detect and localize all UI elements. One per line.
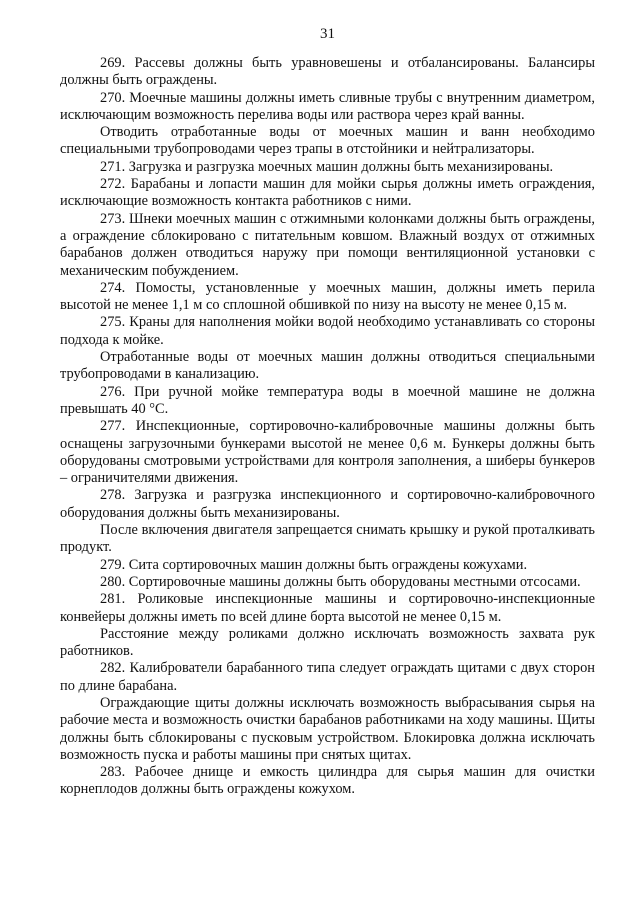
paragraph-282-shields: Ограждающие щиты должны исключать возможность выбрасывания сырья на рабочие места и возможность очистки барабанов работниками на ходу машины. Щиты должны быть сблокированы с пусковым устройством. Блокировка должна исключать возможность пуска и работы машины при снятых щитах.	[60, 694, 595, 763]
paragraph-275-wastewater: Отработанные воды от моечных машин должны отводиться специальными трубопроводами в канализацию.	[60, 349, 595, 383]
paragraph-281: 281. Роликовые инспекционные машины и сортировочно-инспекционные конвейеры должны иметь по всей длине борта высотой не менее 0,15 м.	[60, 591, 595, 625]
paragraph-281-rollers: Расстояние между роликами должно исключать возможность захвата рук работников.	[60, 625, 595, 660]
paragraph-274: 274. Помосты, установленные у моечных машин, должны иметь перила высотой не менее 1,1 м со сплошной обшивкой по низу на высоту не менее 0,15 м.	[60, 279, 595, 314]
document-body	[60, 55, 595, 799]
paragraph-273: 273. Шнеки моечных машин с отжимными колонками должны быть ограждены, а ограждение сблокировано с питательным ковшом. Влажный воздух от отжимных барабанов должен отводиться наружу при помощи вентиляционной установки с механическим побуждением.	[60, 210, 595, 279]
paragraph-272: 272. Барабаны и лопасти машин для мойки сырья должны иметь ограждения, исключающие возможность контакта работников с ними.	[60, 176, 595, 210]
paragraph-282: 282. Калиброватели барабанного типа следует ограждать щитами с двух сторон по длине барабана.	[60, 660, 595, 694]
paragraph-280: 280. Сортировочные машины должны быть оборудованы местными отсосами.	[100, 573, 581, 590]
paragraph-270: 270. Моечные машины должны иметь сливные трубы с внутренним диаметром, исключающим возможность перелива воды или раствора через край ванны.	[60, 89, 595, 123]
page-number: 31	[320, 26, 335, 42]
paragraph-277: 277. Инспекционные, сортировочно-калибровочные машины должны быть оснащены загрузочными бункерами высотой не менее 0,6 м. Бункеры должны быть оборудованы смотровыми устройствами для контроля заполнения, а шиберы бункеров – ограничителями движения.	[60, 418, 595, 487]
paragraph-276: 276. При ручной мойке температура воды в моечной машине не должна превышать 40 °С.	[60, 383, 595, 417]
paragraph-283: 283. Рабочее днище и емкость цилиндра для сырья машин для очистки корнеплодов должны быть ограждены кожухом.	[60, 764, 595, 798]
paragraph-278: 278. Загрузка и разгрузка инспекционного и сортировочно-калибровочного оборудования должны быть механизированы.	[60, 487, 595, 521]
paragraph-271: 271. Загрузка и разгрузка моечных машин должны быть механизированы.	[100, 158, 554, 175]
paragraph-278-motor: После включения двигателя запрещается снимать крышку и рукой проталкивать продукт.	[60, 522, 595, 556]
paragraph-270-wastewater: Отводить отработанные воды от моечных машин и ванн необходимо специальными трубопроводами через трапы в отстойники и нейтрализаторы.	[60, 124, 595, 158]
paragraph-269: 269. Рассевы должны быть уравновешены и отбалансированы. Балансиры должны быть ограждены.	[60, 55, 595, 89]
paragraph-279: 279. Сита сортировочных машин должны быть ограждены кожухами.	[100, 556, 528, 573]
paragraph-275: 275. Краны для наполнения мойки водой необходимо устанавливать со стороны подхода к мойке.	[60, 314, 595, 348]
